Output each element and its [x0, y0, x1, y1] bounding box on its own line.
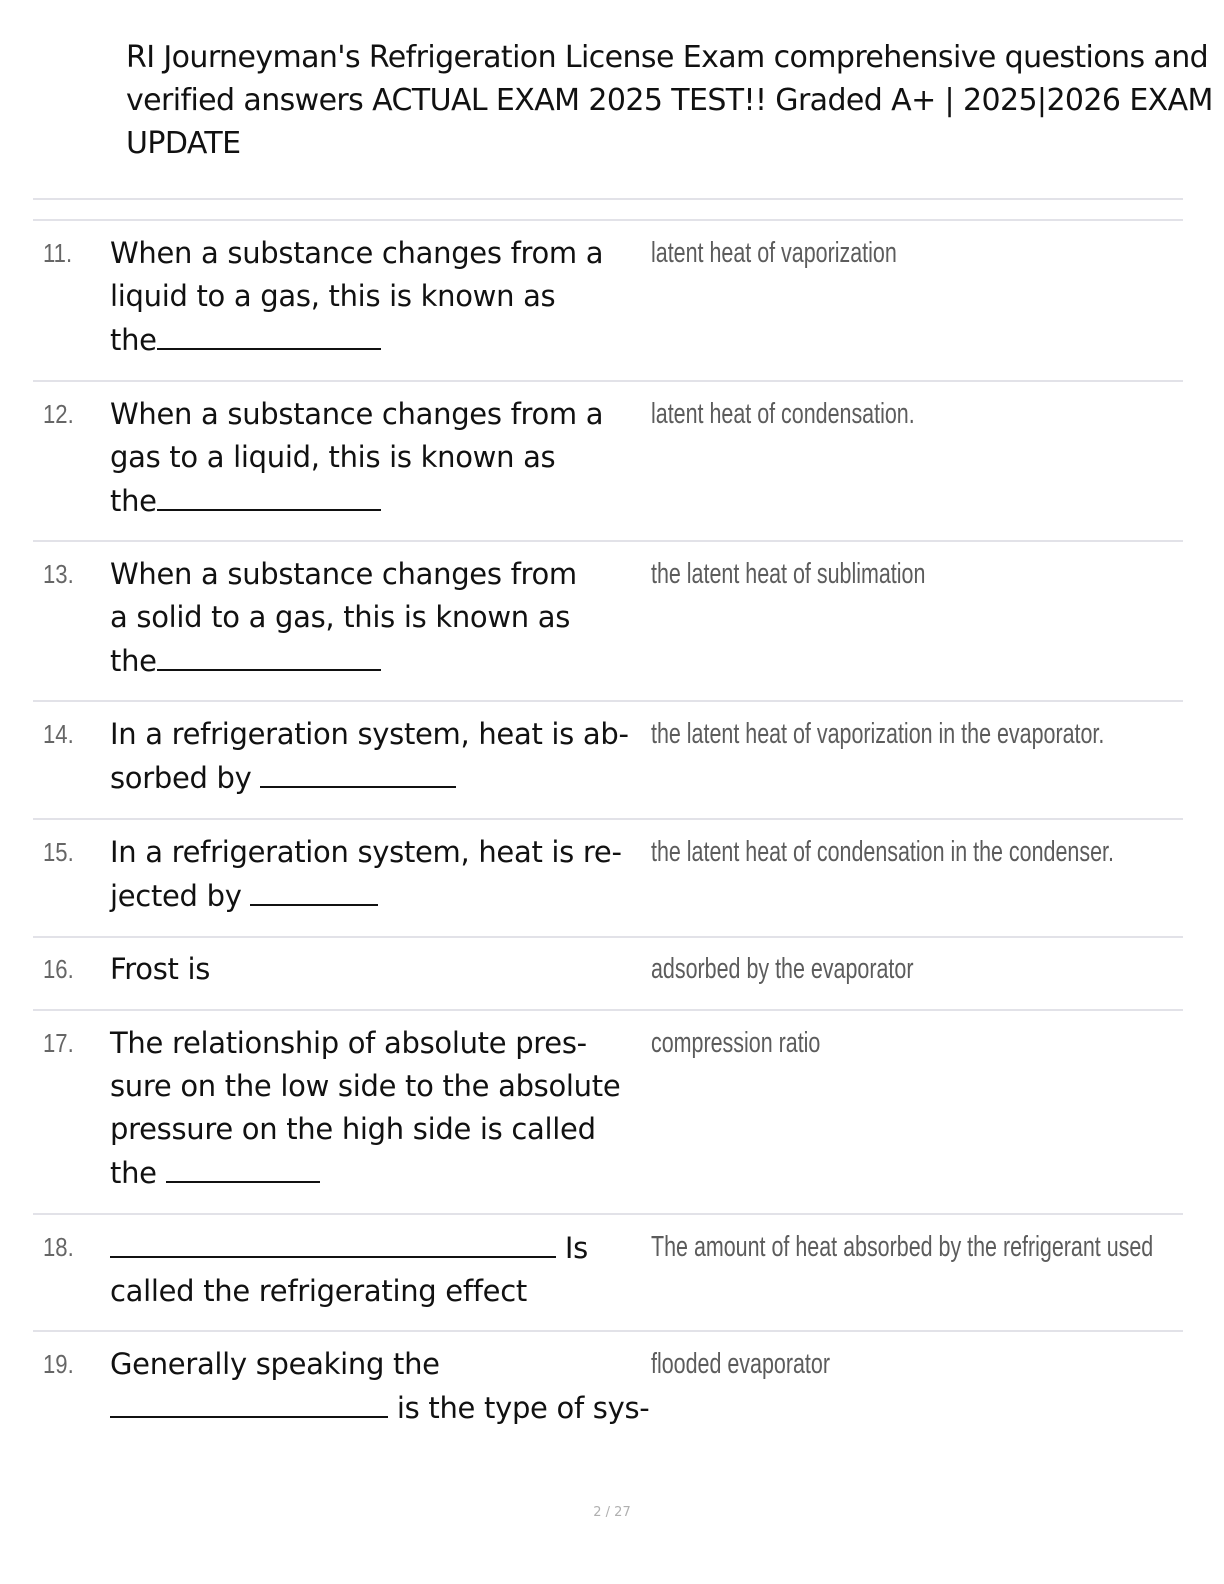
divider	[33, 818, 1183, 820]
question-number: 14.	[43, 719, 74, 749]
question-number: 19.	[43, 1349, 74, 1379]
question-number: 17.	[43, 1028, 74, 1058]
question-text: In a refrigeration system, heat is ab- sorbed by	[110, 717, 629, 795]
answer-text: adsorbed by the evaporator	[651, 953, 914, 985]
question-number: 13.	[43, 559, 74, 589]
page-number: 2 / 27	[593, 1505, 631, 1520]
document-title	[126, 36, 1224, 165]
divider	[33, 540, 1183, 542]
answer-text: the latent heat of vaporization in the evaporator.	[651, 718, 1105, 750]
answer-blank	[157, 639, 381, 671]
answer-blank	[260, 756, 456, 788]
answer-blank	[110, 1226, 556, 1258]
answer-text: compression ratio	[651, 1027, 821, 1059]
answer-blank	[110, 1386, 388, 1418]
question-number: 18.	[43, 1232, 74, 1262]
answer-text: the latent heat of condensation in the condenser.	[651, 836, 1114, 868]
question-text: In a refrigeration system, heat is re- jected by	[110, 835, 622, 913]
question-text: Frost is	[110, 952, 211, 986]
title-line: RI Journeyman's Refrigeration License Exam comprehensive questions and	[126, 40, 1209, 75]
question-text: Is called the refrigerating effect	[110, 1226, 650, 1313]
question-number: 11.	[43, 238, 73, 268]
answer-blank	[157, 318, 381, 350]
title-line: UPDATE	[126, 126, 241, 161]
answer-blank	[166, 1151, 320, 1183]
divider	[33, 700, 1183, 702]
answer-blank	[157, 479, 381, 511]
divider	[33, 1213, 1183, 1215]
divider	[33, 219, 1183, 221]
divider	[33, 936, 1183, 938]
answer-text: flooded evaporator	[651, 1348, 830, 1380]
answer-text: latent heat of vaporization	[651, 237, 897, 269]
question-text: When a substance changes from a gas to a liquid, this is known as the	[110, 397, 604, 518]
title-line: verified answers ACTUAL EXAM 2025 TEST!! Graded A+ | 2025|2026 EXAM	[126, 83, 1213, 118]
question-text: When a substance changes from a liquid to a gas, this is known as the	[110, 236, 604, 357]
answer-blank	[250, 874, 378, 906]
question-text: The relationship of absolute pres- sure on the low side to the absolute pressure on the high side is called the	[110, 1026, 621, 1190]
question-text: When a substance changes from a solid to a gas, this is known as the	[110, 557, 577, 678]
divider	[33, 1330, 1183, 1332]
question-number: 12.	[43, 399, 74, 429]
divider	[33, 380, 1183, 382]
question-number: 16.	[43, 954, 74, 984]
answer-text: latent heat of condensation.	[651, 398, 915, 430]
question-text: Generally speaking the is the type of sys-	[110, 1347, 650, 1425]
answer-text: the latent heat of sublimation	[651, 558, 926, 590]
divider	[33, 198, 1183, 200]
question-number: 15.	[43, 837, 74, 867]
divider	[33, 1009, 1183, 1011]
answer-text: The amount of heat absorbed by the refrigerant used	[651, 1231, 1154, 1263]
